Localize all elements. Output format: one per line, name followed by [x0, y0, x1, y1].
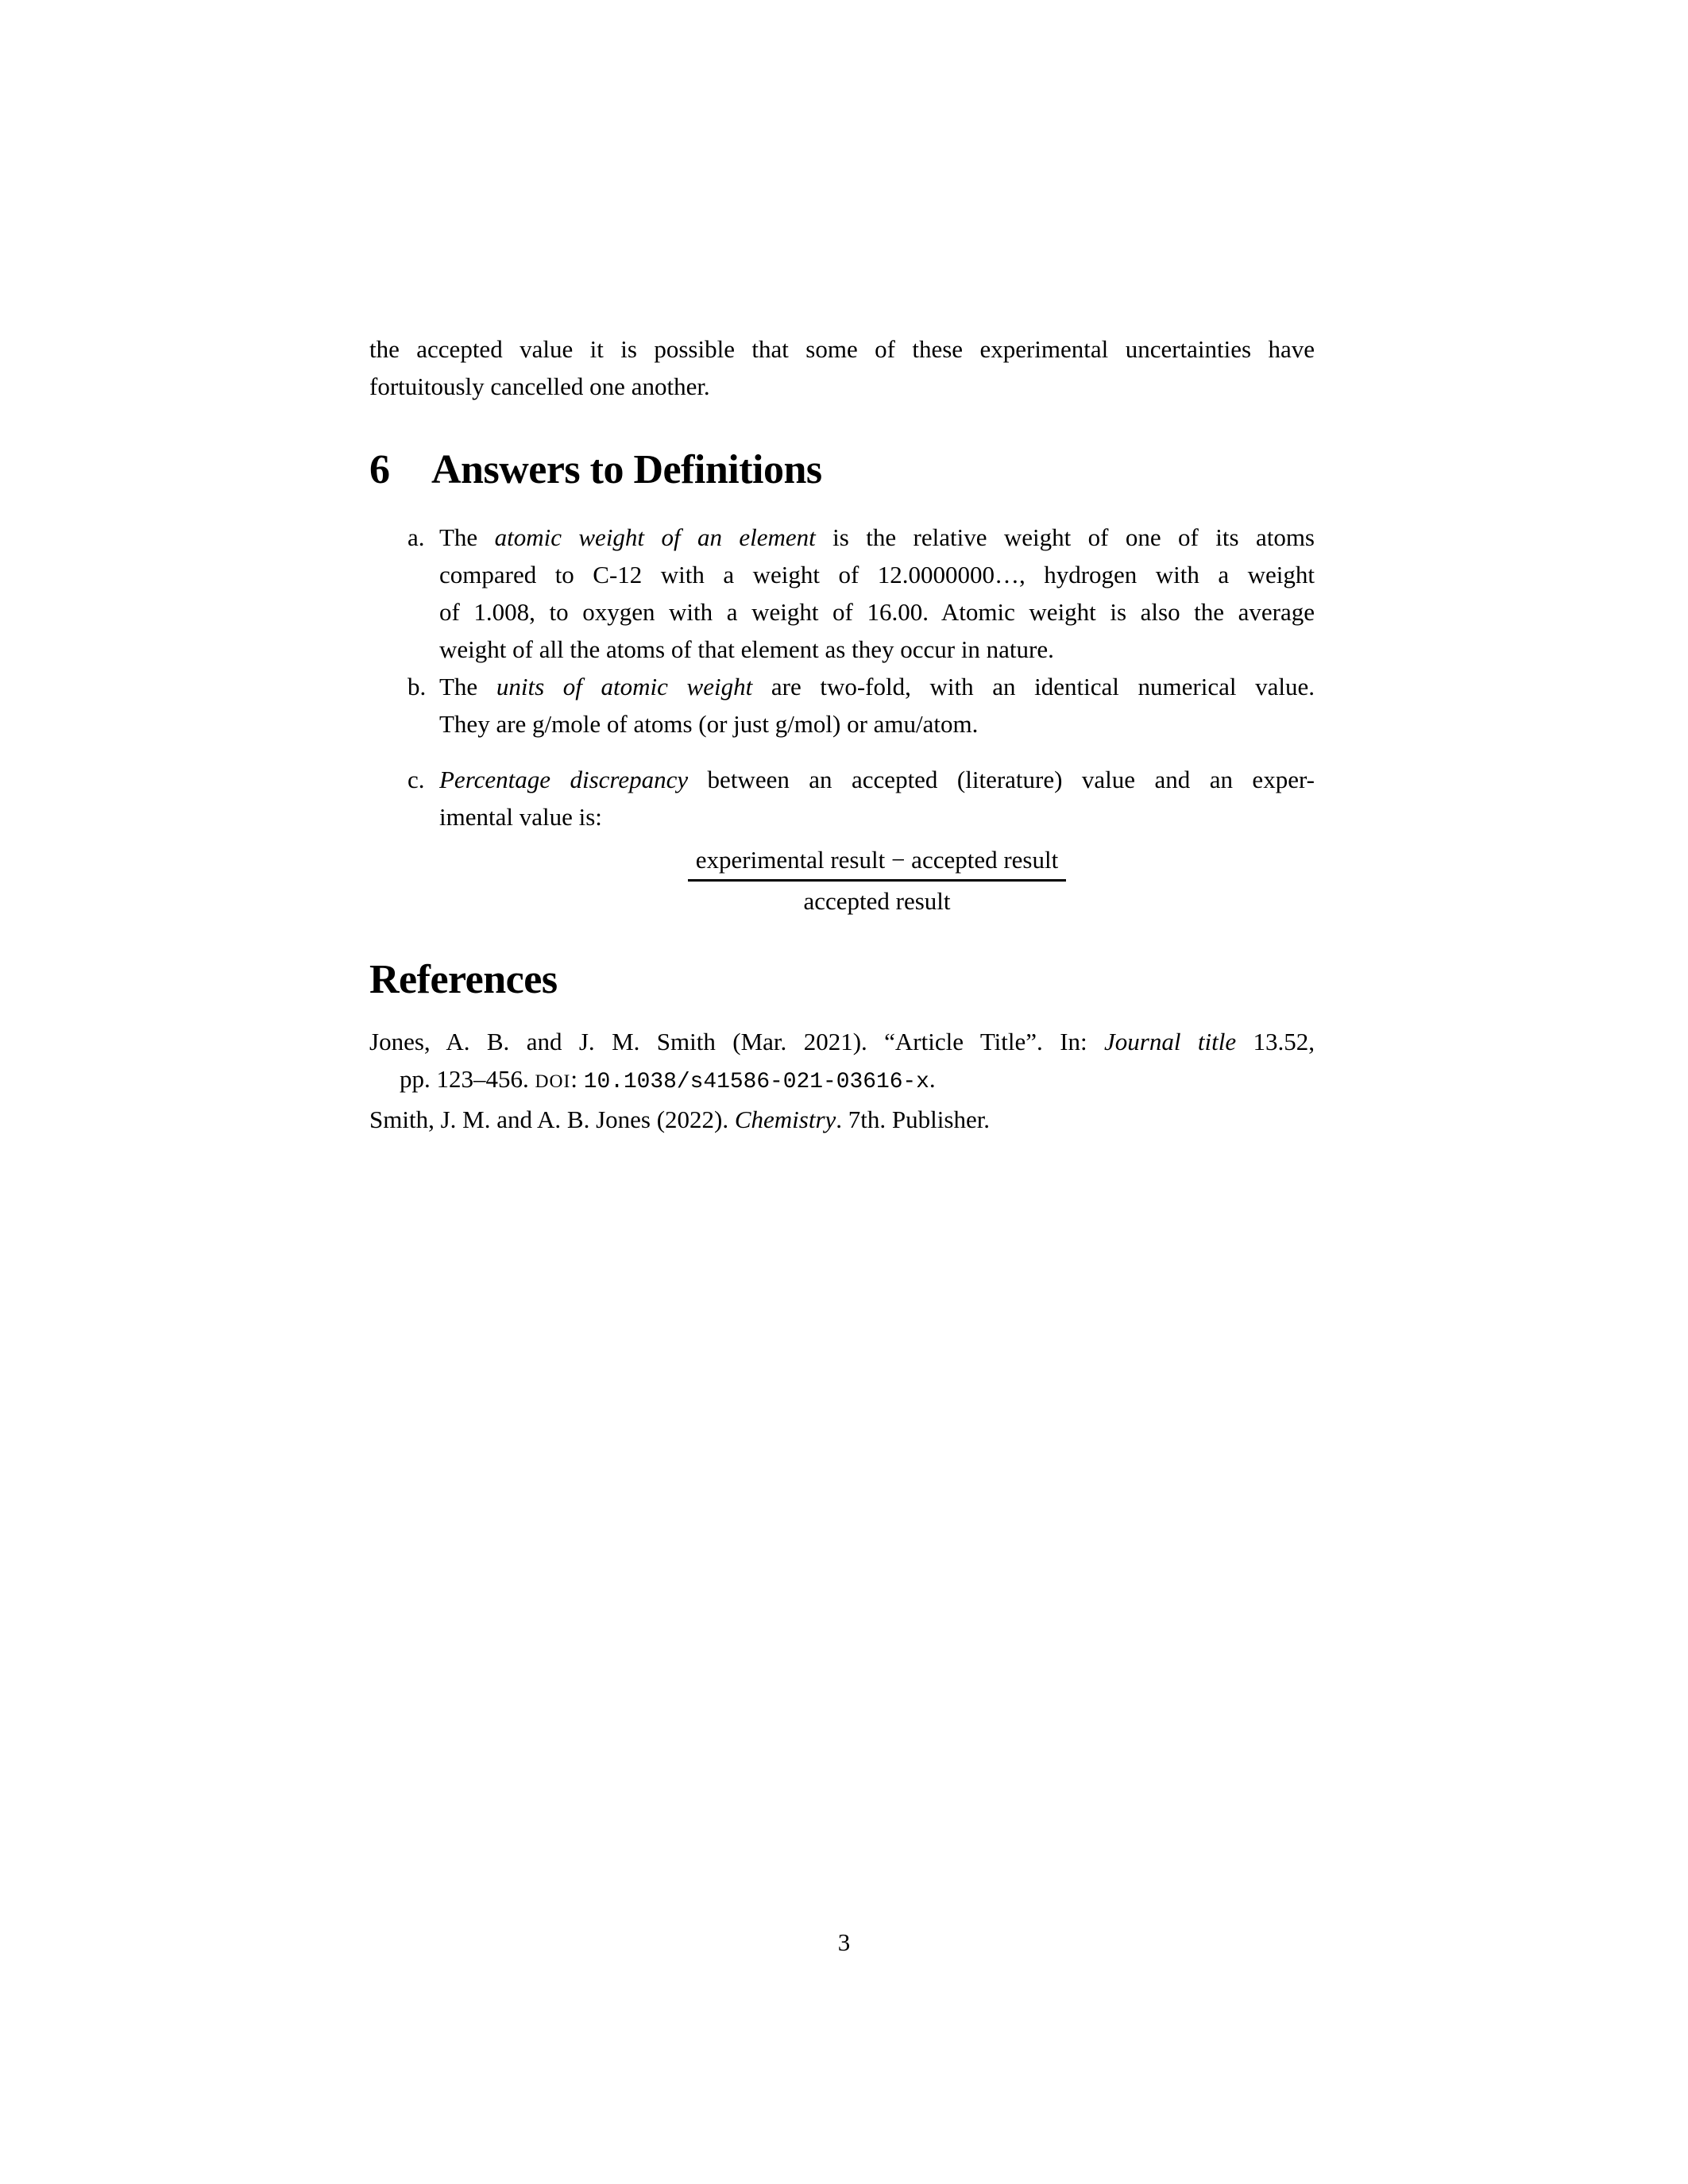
item-line: [439, 631, 1315, 668]
text-run: pp. 123–456.: [400, 1065, 535, 1093]
definition-item-c: [369, 761, 1315, 835]
item-line: [439, 519, 1315, 556]
section-heading-answers-to-definitions: [369, 446, 822, 495]
text-run: . 7th. Publisher.: [836, 1106, 991, 1133]
paragraph-line: [369, 368, 1315, 405]
text-run: They are g/mole of atoms (or just g/mol) or amu/atom.: [439, 710, 979, 738]
percentage-discrepancy-formula: [439, 844, 1315, 917]
text-run: imental value is:: [439, 803, 602, 831]
text-run: The: [439, 523, 495, 551]
text-run: weight of all the atoms of that element as they occur in nature.: [439, 635, 1054, 663]
text-run: Smith, J. M. and A. B. Jones (2022).: [369, 1106, 735, 1133]
text-run: The: [439, 673, 496, 700]
text-run: Jones, A. B. and J. M. Smith (Mar. 2021). “Article Title”. In:: [369, 1028, 1105, 1055]
text-run: units of atomic weight: [496, 673, 753, 700]
text-run: :: [570, 1065, 584, 1093]
fraction: [688, 844, 1066, 917]
text-run: of 1.008, to oxygen with a weight of 16.00. Atomic weight is also the average: [439, 598, 1315, 626]
item-label: b.: [408, 673, 427, 700]
reference-line: [369, 1101, 1315, 1138]
doi-link: 10.1038/s41586-021-03616-x: [583, 1070, 929, 1094]
item-line: [439, 705, 1315, 743]
paragraph-line: [369, 330, 1315, 368]
text-run: Journal title: [1104, 1028, 1237, 1055]
definition-item-a: [369, 519, 1315, 668]
text-run: compared to C-12 with a weight of 12.0000000…, hydrogen with a weight: [439, 561, 1315, 588]
definition-item-b: [369, 668, 1315, 743]
text-run: between an accepted (literature) value and an exper-: [688, 766, 1315, 793]
reference-entry: [369, 1101, 1315, 1138]
text-run: atomic weight of an element: [494, 523, 816, 551]
fraction-denominator: accepted result: [803, 887, 951, 915]
section-number: 6: [369, 447, 390, 492]
text-run: fortuitously cancelled one another.: [369, 372, 710, 400]
reference-line: [369, 1060, 1315, 1101]
fraction-numerator: experimental result − accepted result: [688, 844, 1066, 882]
item-line: [439, 556, 1315, 593]
reference-entry: [369, 1023, 1315, 1101]
references-heading: References: [369, 957, 558, 1002]
text-run: is the relative weight of one of its atoms: [815, 523, 1315, 551]
item-label: c.: [408, 766, 425, 793]
item-line: [439, 668, 1315, 705]
text-run: Chemistry: [734, 1106, 836, 1133]
reference-line: [369, 1023, 1315, 1060]
reference-list: [369, 1023, 1315, 1138]
text-run: Percentage discrepancy: [439, 766, 689, 793]
text-run: are two-fold, with an identical numerical value.: [752, 673, 1315, 700]
page-number: 3: [837, 1928, 851, 1956]
text-run: 13.52,: [1236, 1028, 1315, 1055]
item-line: [439, 798, 1315, 835]
text-run: DOI: [535, 1071, 571, 1092]
text-run: the accepted value it is possible that some of these experimental uncertainties have: [369, 335, 1315, 363]
item-label: a.: [408, 523, 425, 551]
item-line: [439, 593, 1315, 631]
section-title: Answers to Definitions: [431, 447, 822, 492]
text-run: .: [929, 1065, 936, 1093]
item-line: [439, 761, 1315, 798]
intro-paragraph: [369, 330, 1315, 405]
